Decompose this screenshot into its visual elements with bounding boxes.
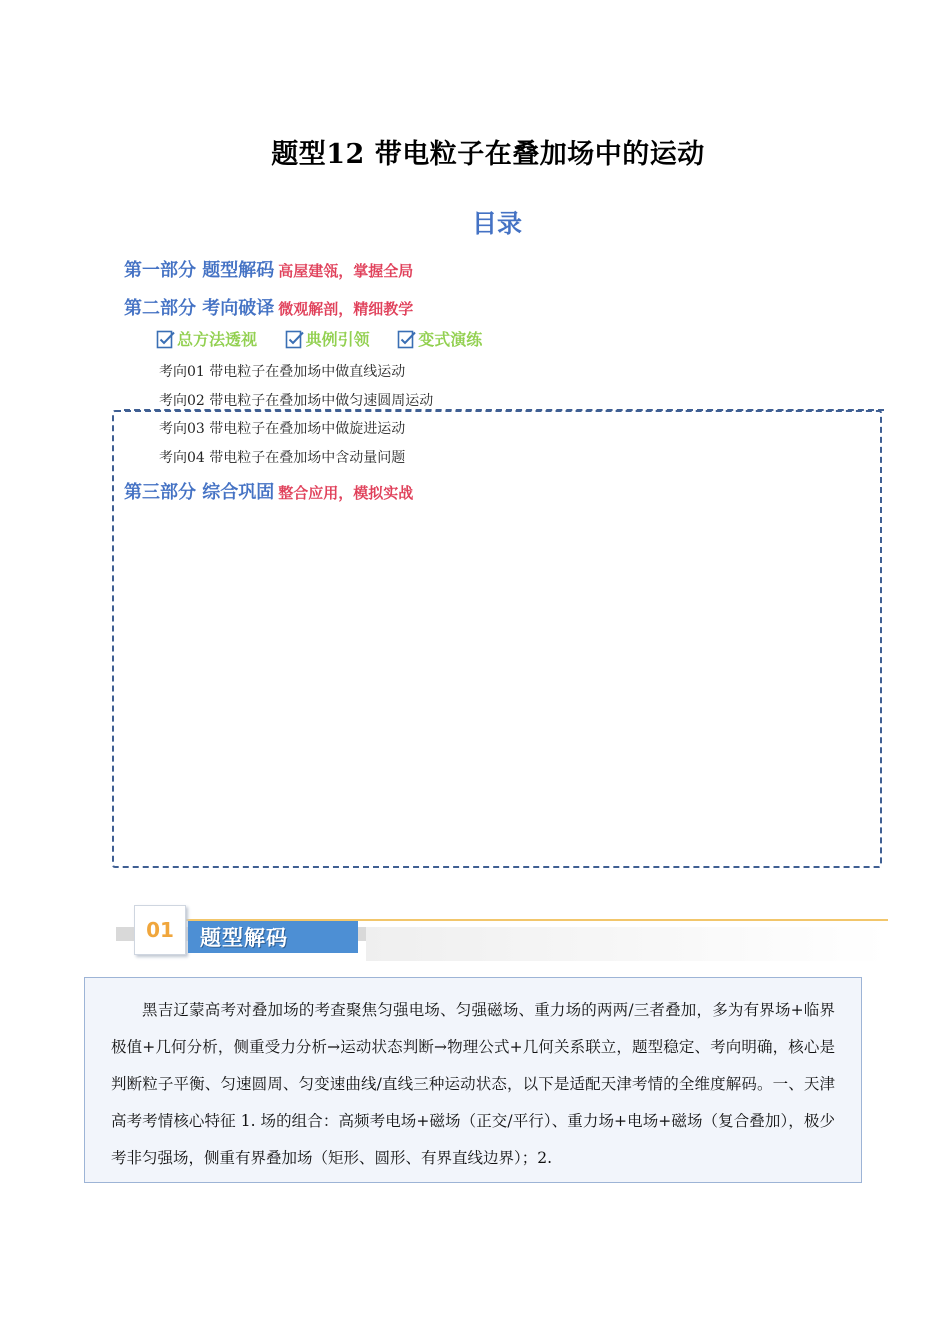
toc-topic[interactable]: 考向03 带电粒子在叠加场中做旋进运动 bbox=[159, 421, 406, 437]
toc-topic[interactable]: 考向02 带电粒子在叠加场中做匀速圆周运动 bbox=[159, 393, 434, 409]
toc-sub-label: 变式演练 bbox=[418, 330, 483, 349]
section-number: 01 bbox=[134, 905, 186, 955]
toc-part-name: 第三部分 综合巩固 bbox=[124, 482, 275, 503]
section-title: 题型解码 bbox=[188, 921, 358, 953]
section-banner bbox=[116, 905, 888, 965]
toc-part-3[interactable] bbox=[124, 478, 413, 504]
toc-part-name: 第一部分 题型解码 bbox=[124, 260, 275, 281]
toc-part-name: 第二部分 考向破译 bbox=[124, 298, 275, 319]
toc-sub-item[interactable] bbox=[285, 327, 370, 350]
toc-sub-sections bbox=[156, 327, 504, 353]
summary-text: 黑吉辽蒙高考对叠加场的考查聚焦匀强电场、匀强磁场、重力场的两两/三者叠加，多为有界场+临界极值+几何分析，侧重受力分析→运动状态判断→物理公式+几何关系联立，题型稳定、考向明确，核心是判断粒子平衡、匀速圆周、匀变速曲线/直线三种运动状态，以下是适配天津考情的全维度解码。一、天津高考考情核心特征 1. 场的组合：高频考电场+磁场（正交/平行）、重力场+电场+磁场（复合叠加），极少考非匀强场，侧重有界叠加场（矩形、圆形、有界直线边界）；2. bbox=[111, 1001, 835, 1167]
toc-part-desc: 整合应用，模拟实战 bbox=[278, 484, 414, 502]
banner-fade bbox=[366, 927, 888, 961]
toc-topic[interactable]: 考向01 带电粒子在叠加场中做直线运动 bbox=[159, 364, 406, 380]
checklist-icon bbox=[285, 329, 305, 349]
toc-sub-label: 典例引领 bbox=[305, 330, 370, 349]
checklist-icon bbox=[156, 329, 176, 349]
toc-sub-item[interactable] bbox=[397, 327, 482, 350]
toc-part-1[interactable] bbox=[124, 256, 413, 282]
toc-sub-item[interactable] bbox=[156, 327, 257, 350]
page-title: 题型12 带电粒子在叠加场中的运动 bbox=[271, 139, 705, 170]
toc-sub-label: 总方法透视 bbox=[177, 330, 258, 349]
summary-box bbox=[84, 977, 862, 1183]
toc-topic[interactable]: 考向04 带电粒子在叠加场中含动量问题 bbox=[159, 450, 406, 466]
checklist-icon bbox=[397, 329, 417, 349]
toc-part-2[interactable] bbox=[124, 294, 413, 320]
toc-part-desc: 高屋建瓴，掌握全局 bbox=[278, 262, 414, 280]
toc-part-desc: 微观解剖，精细教学 bbox=[278, 300, 414, 318]
toc-heading: 目录 bbox=[471, 209, 522, 238]
